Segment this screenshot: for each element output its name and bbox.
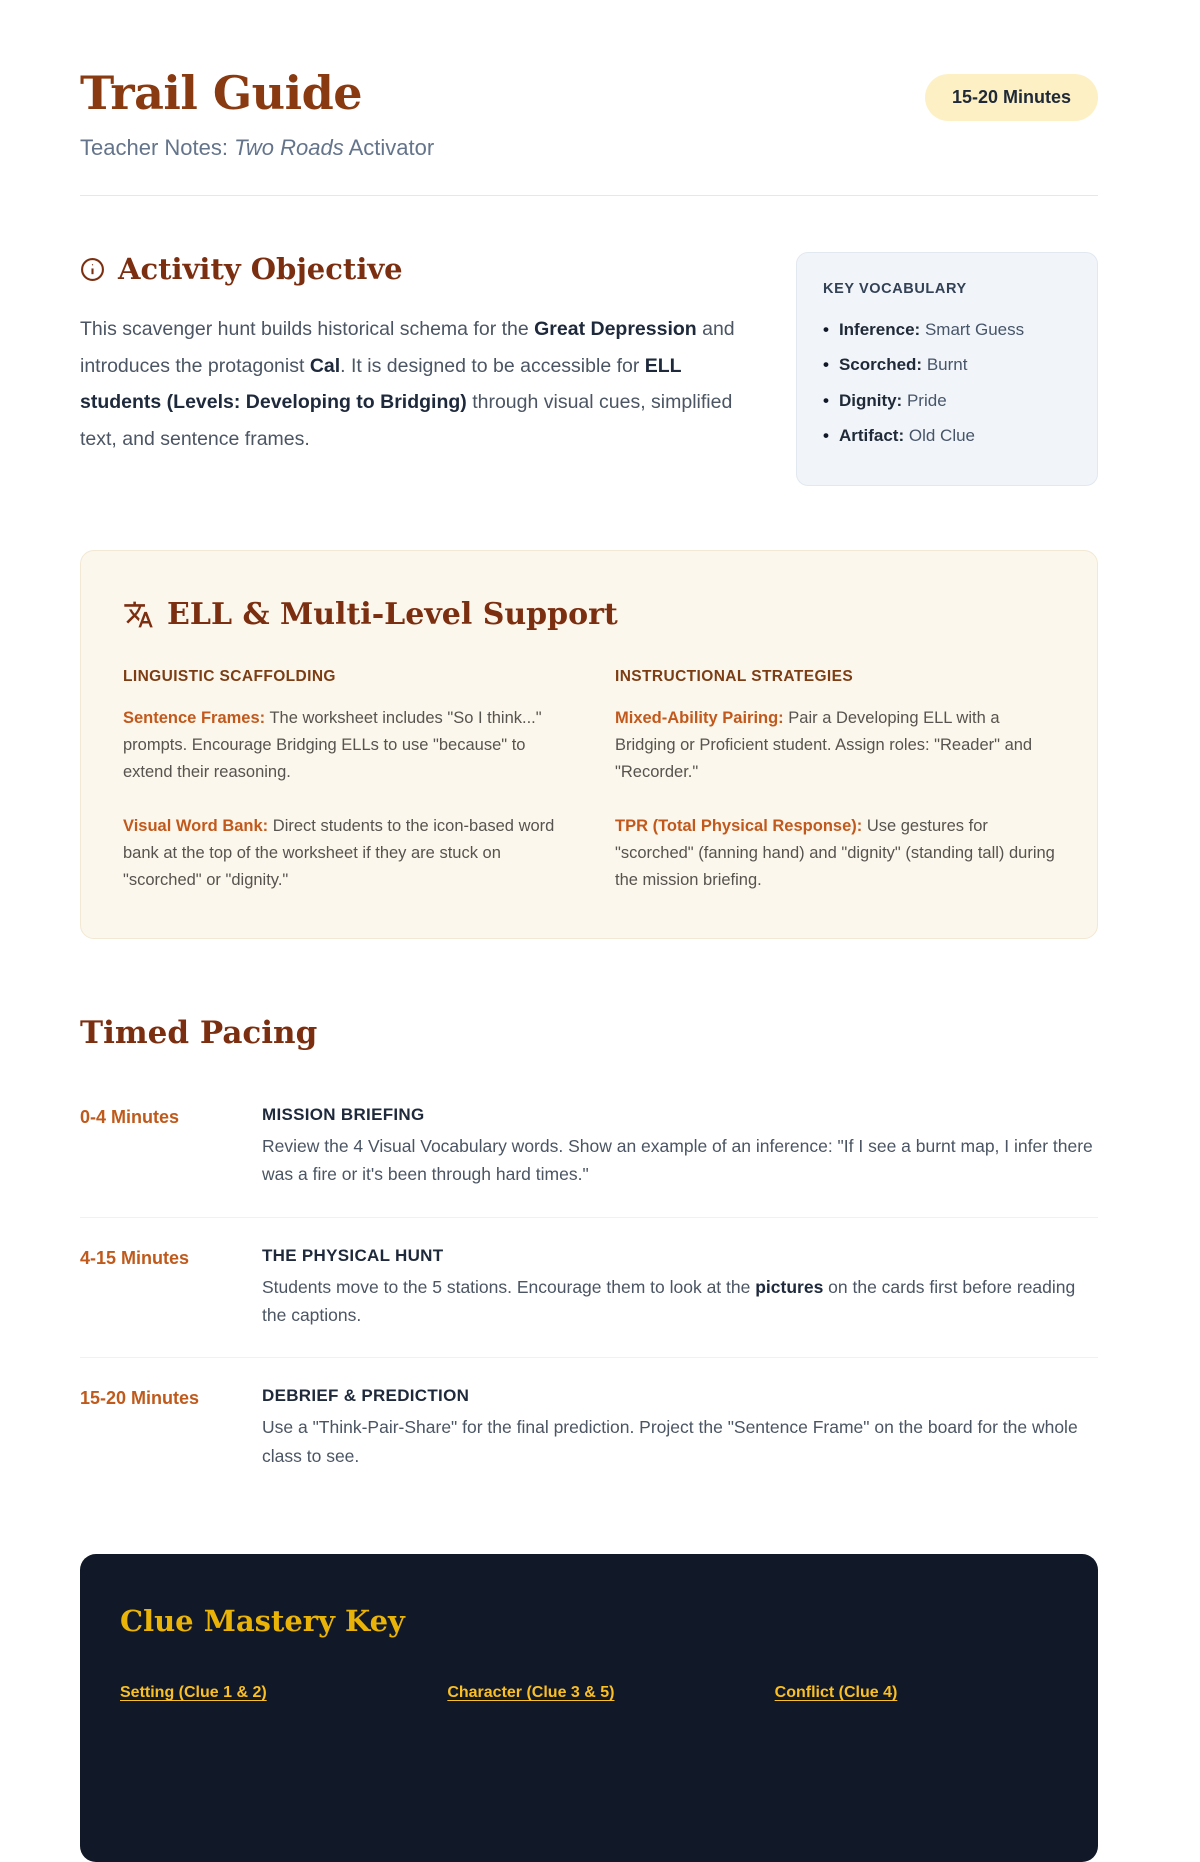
pacing-heading: Timed Pacing <box>80 1014 318 1051</box>
subtitle-suffix: Activator <box>343 135 435 160</box>
key-vocabulary-card <box>796 252 1098 486</box>
vocab-term: Dignity: <box>838 390 903 410</box>
page-subtitle <box>80 135 434 161</box>
support-item-text: The worksheet includes "So I think..." prompts. Encourage Bridging ELLs to use "because" to extend their reasoning. <box>123 708 542 781</box>
pacing-step-title: DEBRIEF & PREDICTION <box>262 1386 470 1406</box>
clue-column-heading-setting: Setting (Clue 1 & 2) <box>120 1683 267 1701</box>
pacing-step-description <box>262 1132 1098 1189</box>
support-item-text: Use gestures for "scorched" (fanning hand) and "dignity" (standing tall) during the mission briefing. <box>615 816 1055 889</box>
pacing-step-title: THE PHYSICAL HUNT <box>262 1245 444 1265</box>
vocabulary-item <box>823 312 1071 348</box>
objective-paragraph <box>80 311 740 458</box>
pacing-text-run: Students move to the 5 stations. Encourage them to look at the <box>262 1276 756 1297</box>
ell-column-instructional <box>615 668 1055 894</box>
objective-bold-run: ELL students (Levels: Developing to Bridging) <box>80 354 682 414</box>
pacing-row <box>80 1077 1098 1218</box>
pacing-time-label: 15-20 Minutes <box>80 1388 200 1409</box>
pacing-step-description <box>262 1413 1098 1470</box>
support-item <box>615 813 1055 894</box>
vocabulary-list <box>823 312 1071 455</box>
bullet-icon: • <box>823 355 829 375</box>
objective-text-run: through visual cues, simplified text, and sentence frames. <box>80 391 733 450</box>
support-item-label: Sentence Frames: <box>123 708 266 727</box>
ell-column-heading: INSTRUCTIONAL STRATEGIES <box>615 667 854 685</box>
pacing-bold-run: pictures <box>755 1276 824 1297</box>
timed-pacing-section <box>80 1015 1098 1498</box>
objective-heading <box>80 252 740 286</box>
vocab-definition: Smart Guess <box>924 319 1025 339</box>
support-item-label: Mixed-Ability Pairing: <box>615 708 784 727</box>
vocab-term: Scorched: <box>838 355 923 375</box>
bullet-icon: • <box>823 319 829 339</box>
pacing-time-label: 0-4 Minutes <box>80 1106 180 1127</box>
support-item-label: Visual Word Bank: <box>123 816 269 835</box>
vocab-term: Artifact: <box>838 426 905 446</box>
clue-columns <box>120 1684 1058 1702</box>
vocabulary-heading: KEY VOCABULARY <box>823 281 967 297</box>
support-item-text: Direct students to the icon-based word bank at the top of the worksheet if they are stuck on "scorched" or "dignity." <box>123 816 555 889</box>
pacing-row <box>80 1358 1098 1498</box>
objective-main <box>80 252 740 458</box>
pacing-time-label: 4-15 Minutes <box>80 1247 190 1268</box>
pacing-text-run: on the cards first before reading the captions. <box>262 1276 1076 1325</box>
ell-column-heading: LINGUISTIC SCAFFOLDING <box>123 667 336 685</box>
subtitle-prefix: Teacher Notes: <box>80 135 235 160</box>
clue-column-heading-conflict: Conflict (Clue 4) <box>774 1683 898 1701</box>
ell-columns <box>123 668 1055 894</box>
vocab-definition: Burnt <box>926 355 968 375</box>
pacing-rows <box>80 1077 1098 1498</box>
clue-mastery-heading: Clue Mastery Key <box>120 1603 405 1638</box>
pacing-text-run: Review the 4 Visual Vocabulary words. Show an example of an inference: "If I see a burnt map, I infer there was a fire or it's been through hard times." <box>262 1135 1093 1185</box>
header <box>80 66 1098 161</box>
ell-heading <box>123 597 1055 632</box>
bullet-icon: • <box>823 426 829 446</box>
header-divider <box>80 195 1098 196</box>
pacing-step-title: MISSION BRIEFING <box>262 1104 425 1124</box>
pacing-row <box>80 1218 1098 1359</box>
support-item <box>615 705 1055 786</box>
pacing-step-description <box>262 1273 1098 1330</box>
objective-heading-label: Activity Objective <box>118 252 403 286</box>
activity-objective-section <box>80 252 1098 486</box>
objective-bold-run: Cal <box>309 354 341 377</box>
duration-badge: 15-20 Minutes <box>925 74 1098 121</box>
support-item-text: Pair a Developing ELL with a Bridging or Proficient student. Assign roles: "Reader" and "Recorder." <box>615 708 1033 781</box>
support-item <box>123 705 563 786</box>
support-item <box>123 813 563 894</box>
pacing-step <box>262 1105 1098 1189</box>
pacing-step <box>262 1246 1098 1330</box>
support-item-label: TPR (Total Physical Response): <box>615 816 863 835</box>
vocabulary-item <box>823 348 1071 384</box>
translate-icon <box>123 599 154 630</box>
pacing-step <box>262 1386 1098 1470</box>
info-icon <box>80 257 105 282</box>
header-titles <box>80 66 434 161</box>
vocab-term: Inference: <box>838 319 921 339</box>
objective-text-run: . It is designed to be accessible for <box>340 354 645 377</box>
clue-mastery-card <box>80 1554 1098 1862</box>
subtitle-book-title: Two Roads <box>234 135 344 160</box>
vocabulary-item <box>823 419 1071 455</box>
ell-column-linguistic <box>123 668 563 894</box>
objective-bold-run: Great Depression <box>534 318 697 340</box>
pacing-text-run: Use a "Think-Pair-Share" for the final prediction. Project the "Sentence Frame" on the board for the whole class to see. <box>262 1417 1078 1466</box>
clue-column-heading-character: Character (Clue 3 & 5) <box>447 1683 615 1701</box>
objective-text-run: This scavenger hunt builds historical schema for the <box>80 318 535 340</box>
ell-heading-label: ELL & Multi-Level Support <box>167 596 618 632</box>
ell-support-card <box>80 550 1098 939</box>
vocab-definition: Pride <box>906 390 947 410</box>
objective-text-run: and introduces the protagonist <box>80 318 735 377</box>
bullet-icon: • <box>823 390 829 410</box>
page-title: Trail Guide <box>80 66 363 120</box>
vocabulary-item <box>823 383 1071 419</box>
vocab-definition: Old Clue <box>908 426 975 446</box>
